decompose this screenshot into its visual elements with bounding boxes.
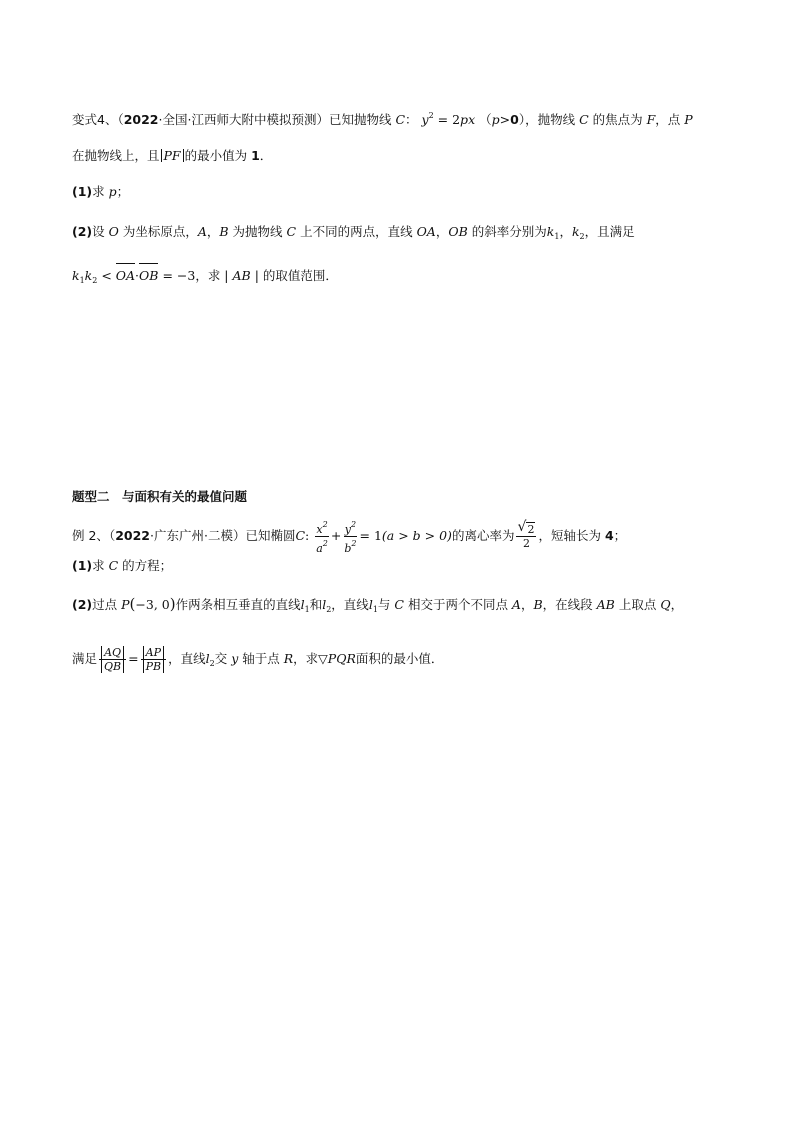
variant4-source: ·全国·江西师大附中模拟预测）已知抛物线 — [158, 112, 396, 127]
ex2-q3-l2: l — [205, 651, 210, 666]
q2-label: (2) — [72, 224, 93, 239]
ex2-l2: l — [322, 597, 327, 612]
example2-source: ·广东广州·二模）已知椭圆 — [150, 528, 296, 543]
q1-label: (1) — [72, 184, 93, 199]
variant4-line2 — [72, 146, 272, 166]
eq-y-exp: 2 — [428, 111, 434, 120]
ex2-q2-text3: ，直线 — [331, 597, 369, 612]
ex2-q3-r: R — [283, 651, 294, 666]
q2-text6: ，且满足 — [584, 224, 635, 239]
q3-text1: ，求 | — [195, 268, 233, 283]
example2-year: 2022 — [115, 528, 150, 543]
ex2-q1-end: 的方程； — [118, 558, 173, 573]
minor-four: 4 — [604, 528, 614, 543]
q2-text2: 为坐标原点， — [118, 224, 198, 239]
q2-oa: OA — [416, 224, 436, 239]
q2-text5: 的斜率分别为 — [467, 224, 547, 239]
after-eq-text: ，抛物线 — [525, 112, 580, 127]
ex2-q3-text2: ，直线 — [168, 651, 206, 666]
example2-q1 — [72, 556, 172, 576]
example2-q2: (2)过点 P(−3, 0)作两条相互垂直的直线$l_1$和$l_2$，直线$l_1$与 C 相交于两个不同点 A，B，在线段 AB 上取点 Q， — [72, 595, 684, 614]
ex2-l2-sub: 2 — [326, 605, 332, 614]
eq-mid: = 2 — [433, 112, 461, 127]
lt-sign: < — [97, 268, 116, 283]
eq-one: = 1 — [359, 528, 382, 543]
ex2-paren: （ — [108, 528, 116, 543]
q2-text3: 为抛物线 — [228, 224, 287, 239]
frac-a-exp: 2 — [322, 539, 328, 548]
triangle-icon: ▽ — [318, 651, 328, 666]
frac-x-exp: 2 — [322, 520, 328, 529]
ex2-q3-text1: 满足 — [72, 651, 98, 666]
ex2-q2-text4: 与 — [377, 597, 395, 612]
abs-ap: AP — [143, 646, 164, 659]
sqrt-rad: 2 — [527, 523, 535, 536]
ex2-q1-c: C — [108, 558, 119, 573]
ex2-q2-p: P — [121, 597, 130, 612]
paren-right: ) — [169, 595, 176, 613]
ex2-l1-b-sub: 1 — [372, 605, 378, 614]
k1: k — [72, 268, 80, 283]
eq-minus3: = −3 — [158, 268, 196, 283]
frac-den-2: 2 — [522, 537, 530, 550]
variant4-prefix: 变式4、 — [72, 112, 118, 127]
eq-x: x — [468, 112, 476, 127]
ex2-q2-text7: 上取点 — [614, 597, 661, 612]
ex2-q3-eq: = — [128, 651, 139, 666]
q2-text4: 上不同的两点，直线 — [296, 224, 417, 239]
ex2-q3-text6: 面积的最小值． — [355, 651, 444, 666]
q2-comma: ， — [206, 224, 220, 239]
q2-a: A — [197, 224, 207, 239]
vector-oa: OA — [116, 266, 135, 286]
q2-k2: k — [571, 224, 580, 239]
q2-ob: OB — [448, 224, 468, 239]
q1-end: ； — [116, 184, 130, 199]
ex2-q2-a: A — [511, 597, 521, 612]
ex2-q3-text5: ，求 — [293, 651, 319, 666]
abs-pf: PF — [161, 149, 184, 162]
frac-y-exp: 2 — [351, 520, 357, 529]
cond-zero: 0 — [510, 112, 519, 127]
cond-gt: > — [499, 112, 511, 127]
paren-left: ( — [129, 595, 136, 613]
curve-c: C — [395, 112, 406, 127]
variant4-q1 — [72, 182, 129, 202]
ex2-q2-text5: 相交于两个不同点 — [403, 597, 512, 612]
point-p: P — [684, 112, 693, 127]
variant4-line1 — [72, 106, 693, 130]
eq-y: y — [421, 112, 429, 127]
frac-b: b — [344, 542, 352, 555]
line2-min-text: 的最小值为 — [184, 148, 252, 163]
q2-c: C — [286, 224, 297, 239]
ex2-end: ； — [613, 528, 627, 543]
frac-aq-qb — [99, 646, 126, 673]
ex2-q2-ab: AB — [596, 597, 615, 612]
cond-close: ） — [518, 112, 526, 127]
ex2-q3-pqr: PQR — [327, 651, 356, 666]
colon: ： — [405, 112, 418, 127]
ex2-q2-b: B — [533, 597, 543, 612]
frac-x: x — [316, 523, 323, 536]
line2-one: 1 — [251, 148, 260, 163]
k1-sub: 1 — [79, 276, 85, 285]
q2-text1: 设 — [92, 224, 109, 239]
q3-text2: | 的取值范围． — [250, 268, 338, 283]
ex2-q3-y: y — [231, 651, 239, 666]
ex2-l1: l — [300, 597, 305, 612]
frac-b-exp: 2 — [351, 539, 357, 548]
q2-k2-sub: 2 — [579, 232, 585, 241]
ex2-q2-end: ， — [670, 597, 684, 612]
frac-sqrt2-2 — [516, 519, 536, 550]
ex2-q2-coord: −3, 0 — [135, 597, 170, 612]
ex2-q1-label: (1) — [72, 558, 93, 573]
abs-pb: PB — [143, 660, 165, 673]
line2-text: 在抛物线上，且 — [72, 148, 160, 163]
q1-p: p — [108, 184, 117, 199]
frac-x2-a2 — [315, 518, 329, 555]
variant4-q2 — [72, 222, 635, 247]
q2-comma-2: ， — [435, 224, 449, 239]
paren-open: （ — [117, 112, 124, 127]
ellipse-cond: (a > b > 0) — [381, 528, 452, 543]
k2-sub: 2 — [92, 276, 98, 285]
ex2-q2-c: C — [394, 597, 404, 612]
cond-p: p — [491, 112, 500, 127]
section2-title: 题型二 与面积有关的最值问题 — [72, 489, 248, 504]
ellipse-colon: : — [305, 528, 310, 543]
example2-line1 — [72, 518, 626, 555]
ex2-q3-text4: 轴于点 — [238, 651, 284, 666]
ex2-q1-text: 求 — [92, 558, 109, 573]
q2-k1: k — [546, 224, 555, 239]
ellipse-c: C — [295, 528, 306, 543]
frac-y2-b2 — [343, 518, 357, 555]
ex2-l1-b: l — [368, 597, 373, 612]
example2-q2-cont — [72, 646, 443, 674]
plus-sign: + — [330, 528, 342, 543]
q2-b: B — [219, 224, 229, 239]
dot-sign: · — [135, 268, 140, 283]
frac-y: y — [344, 523, 351, 536]
example2-prefix: 例 2、 — [72, 528, 109, 543]
ex2-q3-l2-sub: 2 — [209, 659, 215, 668]
q2-k1-sub: 1 — [554, 232, 560, 241]
frac-ap-pb — [141, 646, 167, 673]
focus-text: 的焦点为 — [588, 112, 647, 127]
focus-f: F — [646, 112, 656, 127]
variant4-year: 2022 — [123, 112, 159, 127]
ex2-and: 和 — [309, 597, 323, 612]
abs-qb: QB — [101, 660, 124, 673]
abs-aq: AQ — [101, 646, 124, 659]
ex2-l1-sub: 1 — [304, 605, 310, 614]
ecc-text: 的离心率为 — [451, 528, 515, 543]
q2-comma-3: ， — [559, 224, 572, 239]
line2-end: ． — [259, 148, 273, 163]
ex2-q2-text1: 过点 — [92, 597, 122, 612]
sqrt-2: √ 2 — [517, 519, 535, 536]
q1-text: 求 — [92, 184, 109, 199]
ex2-q2-q: Q — [660, 597, 671, 612]
ex2-q3-text3: 交 — [214, 651, 232, 666]
k2: k — [84, 268, 93, 283]
eq-p: p — [460, 112, 469, 127]
frac-a: a — [316, 542, 323, 555]
point-text: ，点 — [655, 112, 685, 127]
minor-text: ，短轴长为 — [538, 528, 605, 543]
q2-o: O — [108, 224, 119, 239]
ex2-q2-text2: 作两条相互垂直的直线 — [175, 597, 301, 612]
ex2-q2-label: (2) — [72, 597, 93, 612]
cond-open: （ — [479, 112, 492, 127]
curve-c-2: C — [579, 112, 589, 127]
ab: AB — [232, 268, 251, 283]
variant4-q2-cont — [72, 266, 338, 291]
ex2-q2-text6: ，在线段 — [542, 597, 597, 612]
vector-ob: OB — [139, 266, 158, 286]
